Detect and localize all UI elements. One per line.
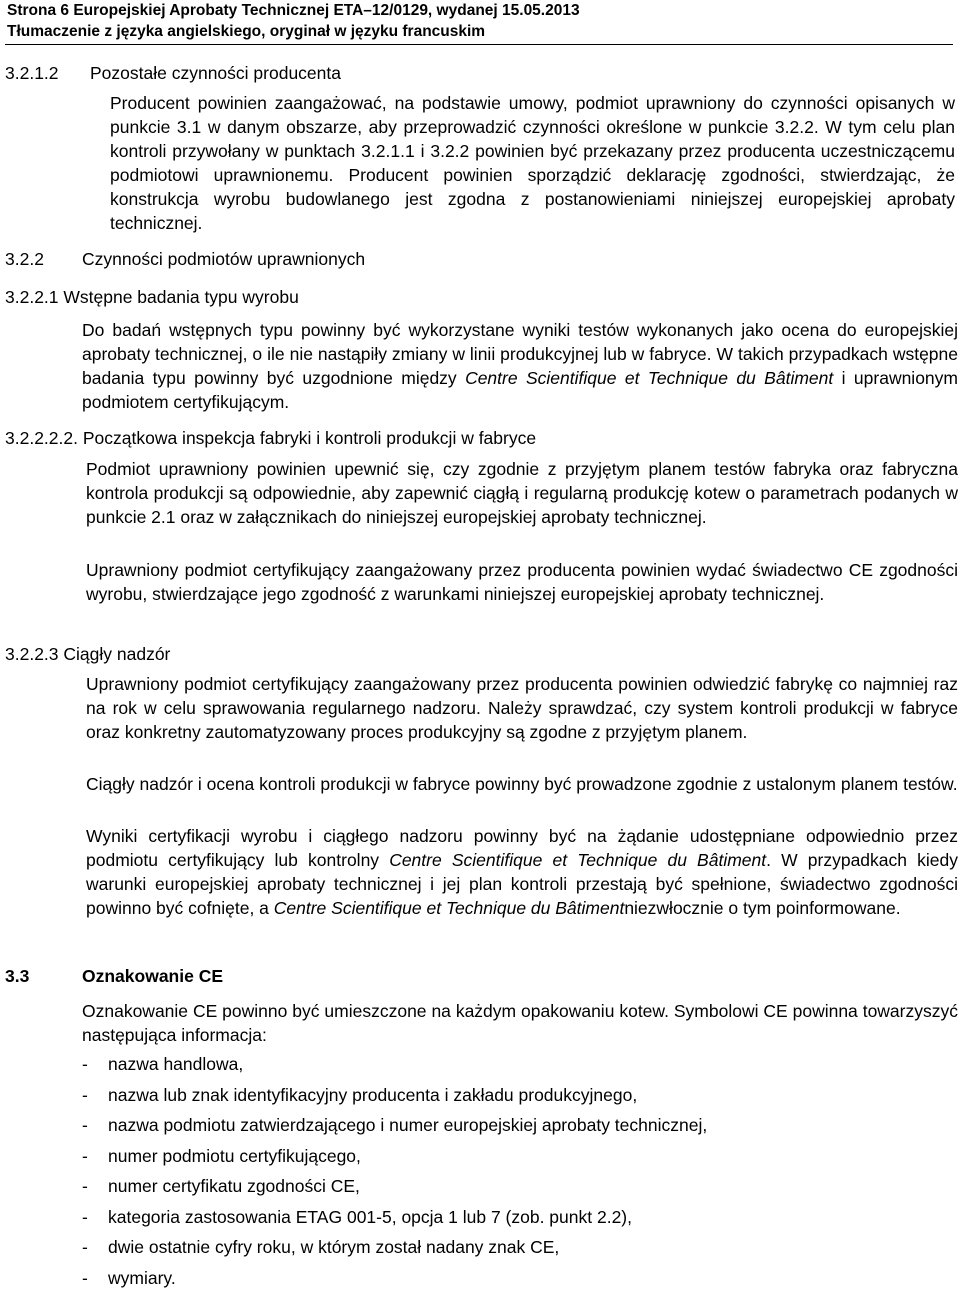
list-item — [82, 1113, 958, 1144]
list-item-text: nazwa lub znak identyfikacyjny producenta i zakładu produkcyjnego, — [108, 1085, 637, 1105]
dash-bullet: - — [82, 1113, 108, 1137]
paragraph-text: . W przypadkach kiedy warunki europejskiej aprobaty technicznej i jej plan kontroli przestają być spełnione, świadectwo zgodności powinno być cofnięte, a — [86, 850, 958, 918]
institution-name: Centre Scientifique et Technique du Bâtiment — [465, 368, 833, 388]
institution-name: Centre Scientifique et Technique du Bâtiment — [274, 898, 625, 918]
ce-marking-list — [82, 1052, 958, 1296]
section-3-2-2-3-paragraph-2: Ciągły nadzór i ocena kontroli produkcji w fabryce powinny być prowadzone zgodnie z ustalonym planem testów. — [86, 772, 958, 796]
list-item-text: wymiary. — [108, 1268, 176, 1288]
section-3-2-2-1-heading: 3.2.2.1 Wstępne badania typu wyrobu — [5, 285, 299, 309]
paragraph-text: i uprawnionym podmiotem certyfikującym. — [82, 368, 958, 412]
section-3-2-2-2-paragraph-1: Podmiot uprawniony powinien upewnić się, czy zgodnie z przyjętym planem testów fabryka oraz fabryczna kontrola produkcji są odpowiednie, aby zapewnić ciągłą i regularną produkcję kotew o parametrach podanych w punkcie 2.1 oraz w załącznikach do niniejszej europejskiej aprobaty technicznej. — [86, 457, 958, 529]
section-3-2-1-2-paragraph: Producent powinien zaangażować, na podstawie umowy, podmiot uprawniony do czynności opisanych w punkcie 3.1 w danym obszarze, aby przeprowadzić czynności określone w punkcie 3.2.2. W tym celu plan kontroli przywołany w punktach 3.2.1.1 i 3.2.2 powinien być przekazany przez producenta uczestniczącemu podmiotowi uprawnionemu. Producent powinien sporządzić deklarację zgodności, stwierdzając, że konstrukcja wyrobu budowlanego jest zgodna z postanowieniami niniejszej europejskiej aprobaty technicznej. — [110, 91, 955, 235]
dash-bullet: - — [82, 1205, 108, 1229]
dash-bullet: - — [82, 1266, 108, 1290]
section-3-2-2-2-heading: 3.2.2.2.2. Początkowa inspekcja fabryki i kontroli produkcji w fabryce — [5, 426, 536, 450]
section-3-2-2-3-paragraph-1: Uprawniony podmiot certyfikujący zaangażowany przez producenta powinien odwiedzić fabrykę co najmniej raz na rok w celu sprawowania regularnego nadzoru. Należy sprawdzać, czy system kontroli produkcji w fabryce oraz konkretny zautomatyzowany proces produkcyjny są zgodne z przyjętym planem. — [86, 672, 958, 744]
list-item — [82, 1205, 958, 1236]
paragraph-text: Do badań wstępnych typu powinny być wykorzystane wyniki testów wykonanych jako ocena do europejskiej aprobaty technicznej, o ile nie nastąpiły zmiany w linii produkcyjnej lub w fabryce. W takich przypadkach wstępne badania typu powinny być uzgodnione między — [82, 320, 958, 388]
list-item — [82, 1266, 958, 1296]
section-3-3-number: 3.3 — [5, 964, 29, 988]
institution-name: Centre Scientifique et Technique du Bâtiment — [389, 850, 766, 870]
header-divider — [5, 44, 953, 45]
list-item-text: numer podmiotu certyfikującego, — [108, 1146, 361, 1166]
dash-bullet: - — [82, 1235, 108, 1259]
section-3-2-2-1-paragraph — [82, 318, 958, 414]
page-header — [7, 0, 947, 42]
dash-bullet: - — [82, 1083, 108, 1107]
list-item-text: nazwa podmiotu zatwierdzającego i numer europejskiej aprobaty technicznej, — [108, 1115, 707, 1135]
dash-bullet: - — [82, 1052, 108, 1076]
section-3-2-1-2-title: Pozostałe czynności producenta — [90, 61, 341, 85]
section-3-2-2-3-heading: 3.2.2.3 Ciągły nadzór — [5, 642, 170, 666]
section-3-2-2-title: Czynności podmiotów uprawnionych — [82, 247, 365, 271]
header-line-1: Strona 6 Europejskiej Aprobaty Technicznej ETA–12/0129, wydanej 15.05.2013 — [7, 0, 947, 21]
list-item-text: nazwa handlowa, — [108, 1054, 243, 1074]
list-item — [82, 1235, 958, 1266]
section-3-3-intro: Oznakowanie CE powinno być umieszczone na każdym opakowaniu kotew. Symbolowi CE powinna towarzyszyć następująca informacja: — [82, 999, 958, 1047]
section-3-3-title: Oznakowanie CE — [82, 964, 223, 988]
paragraph-text: niezwłocznie o tym poinformowane. — [624, 898, 900, 918]
list-item — [82, 1083, 958, 1114]
dash-bullet: - — [82, 1174, 108, 1198]
paragraph-text: Wyniki certyfikacji wyrobu i ciągłego nadzoru powinny być na żądanie udostępniane odpowiednio przez podmiotu certyfikujący lub kontrolny — [86, 826, 958, 870]
section-3-2-2-2-paragraph-2: Uprawniony podmiot certyfikujący zaangażowany przez producenta powinien wydać świadectwo CE zgodności wyrobu, stwierdzające jego zgodność z warunkami niniejszej europejskiej aprobaty technicznej. — [86, 558, 958, 606]
list-item-text: kategoria zastosowania ETAG 001-5, opcja 1 lub 7 (zob. punkt 2.2), — [108, 1207, 632, 1227]
section-3-2-2-number: 3.2.2 — [5, 247, 44, 271]
section-3-2-2-3-paragraph-3 — [86, 824, 958, 920]
list-item-text: dwie ostatnie cyfry roku, w którym został nadany znak CE, — [108, 1237, 559, 1257]
section-3-2-1-2-number: 3.2.1.2 — [5, 61, 59, 85]
list-item-text: numer certyfikatu zgodności CE, — [108, 1176, 360, 1196]
dash-bullet: - — [82, 1144, 108, 1168]
list-item — [82, 1174, 958, 1205]
header-line-2: Tłumaczenie z języka angielskiego, oryginał w języku francuskim — [7, 21, 947, 42]
list-item — [82, 1144, 958, 1175]
list-item — [82, 1052, 958, 1083]
